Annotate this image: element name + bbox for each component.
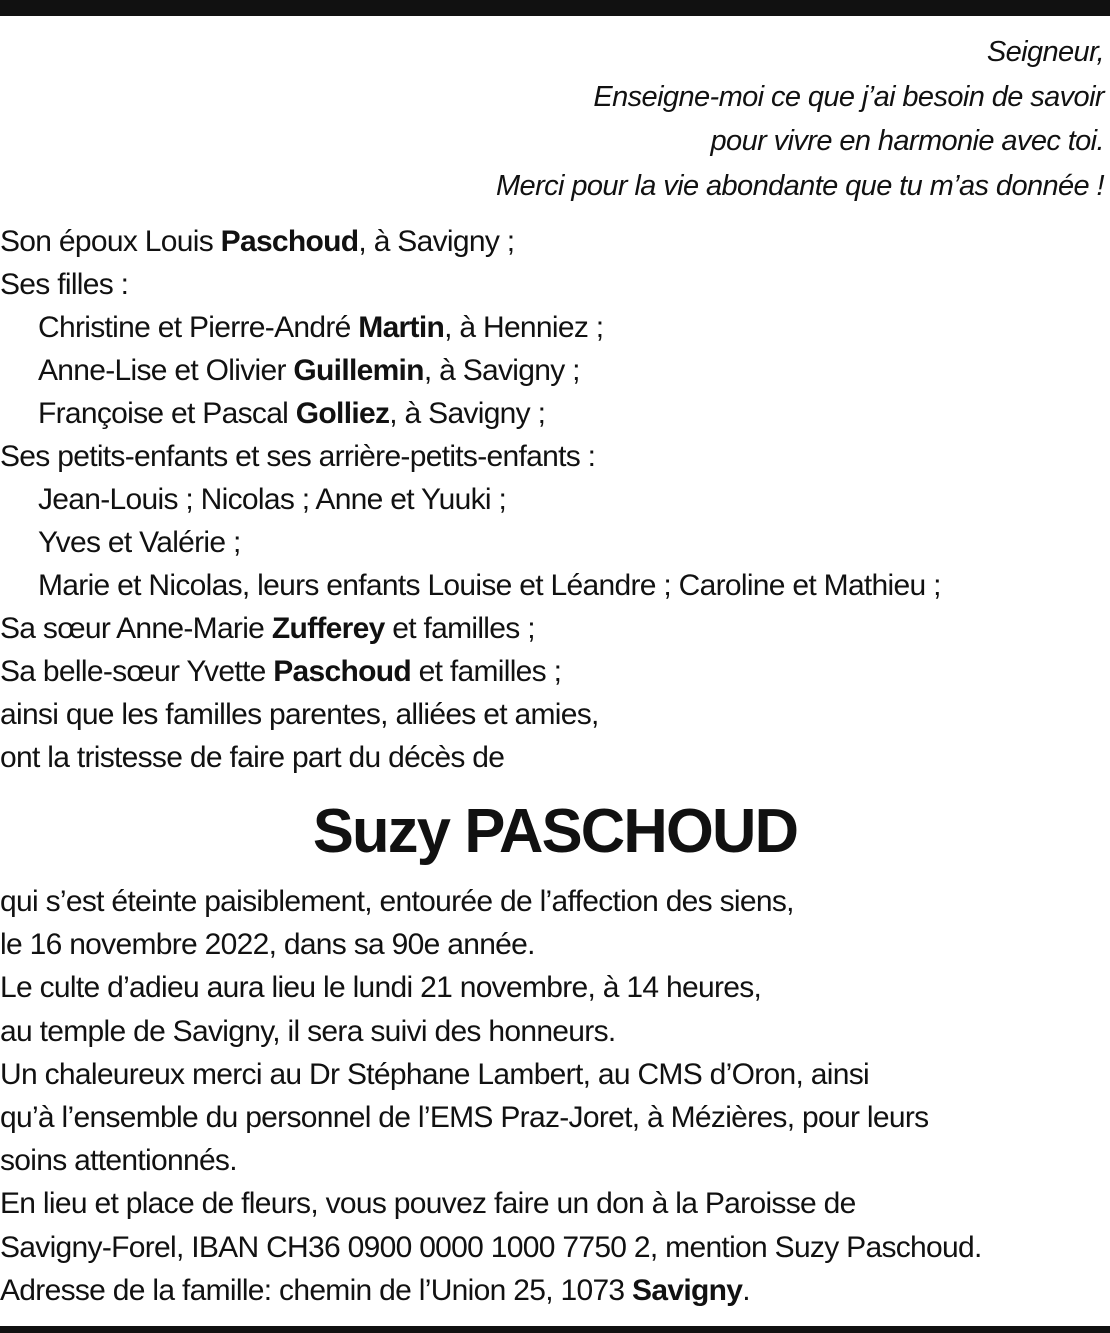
deceased-name: Suzy PASCHOUD [312,797,798,866]
daughter-place: , à Savigny ; [389,397,546,430]
daughter-surname: Golliez [295,397,390,430]
spouse-place: , à Savigny ; [358,225,515,258]
daughter-text: Christine et Pierre-André [38,311,359,344]
daughter-line [0,306,941,349]
spouse-text: Son époux Louis [0,225,221,258]
spouse-surname: Paschoud [220,225,359,258]
address-line [0,1269,982,1312]
sister-in-law-surname: Paschoud [273,655,411,688]
grandchildren-line: Yves et Valérie ; [38,526,241,559]
grandchildren-label: Ses petits-enfants et ses arrière-petits-enfants : [0,440,596,473]
daughter-line [0,349,941,392]
details-line: soins attentionnés. [0,1144,237,1178]
verse-line: Enseigne-moi ce que j’ai besoin de savoir [593,80,1104,113]
sister-line [0,607,941,650]
daughter-text: Anne-Lise et Olivier [38,354,294,387]
daughter-text: Françoise et Pascal [38,397,296,430]
daughter-surname: Martin [358,311,445,344]
daughter-place: , à Henniez ; [444,311,604,344]
sister-surname: Zufferey [271,612,385,645]
details-line: qu’à l’ensemble du personnel de l’EMS Praz-Joret, à Mézières, pour leurs [0,1100,929,1134]
verse-line: pour vivre en harmonie avec toi. [710,125,1104,157]
address-end: . [742,1273,750,1307]
sister-in-law-line [0,650,941,693]
address-town: Savigny [632,1273,743,1307]
sister-in-law-text: Sa belle-sœur Yvette [0,655,274,688]
details-text [0,880,982,1312]
sister-in-law-suffix: et familles ; [410,655,562,688]
bottom-border-rule [0,1326,1110,1333]
daughter-place: , à Savigny ; [423,354,580,387]
details-line: En lieu et place de fleurs, vous pouvez faire un don à la Paroisse de [0,1187,856,1221]
address-text: Adresse de la famille: chemin de l’Union 25, 1073 [0,1273,633,1307]
verse-line: Merci pour la vie abondante que tu m’as donnée ! [496,169,1104,202]
daughter-line [0,392,941,435]
daughters-label: Ses filles : [0,268,129,301]
daughter-surname: Guillemin [293,354,424,387]
top-border-rule [0,0,1110,16]
details-line: Savigny-Forel, IBAN CH36 0900 0000 1000 7750 2, mention Suzy Paschoud. [0,1230,982,1264]
details-line: Un chaleureux merci au Dr Stéphane Lambert, au CMS d’Oron, ainsi [0,1057,869,1091]
family-list [0,220,941,779]
grandchildren-line: Jean-Louis ; Nicolas ; Anne et Yuuki ; [38,483,507,516]
details-line: Le culte d’adieu aura lieu le lundi 21 novembre, à 14 heures, [0,971,762,1005]
grandchildren-line: Marie et Nicolas, leurs enfants Louise et Léandre ; Caroline et Mathieu ; [38,569,941,602]
details-line: au temple de Savigny, il sera suivi des honneurs. [0,1014,616,1048]
sister-text: Sa sœur Anne-Marie [0,612,272,645]
details-line: le 16 novembre 2022, dans sa 90e année. [0,928,535,962]
details-line: qui s’est éteinte paisiblement, entourée de l’affection des siens, [0,885,794,918]
verse-line: Seigneur, [986,36,1104,68]
opening-verse [496,30,1104,208]
relatives-line: ainsi que les familles parentes, alliées et amies, [0,698,599,731]
sister-suffix: et familles ; [384,612,535,645]
announcement-line: ont la tristesse de faire part du décès de [0,741,505,774]
spouse-line [0,220,941,263]
